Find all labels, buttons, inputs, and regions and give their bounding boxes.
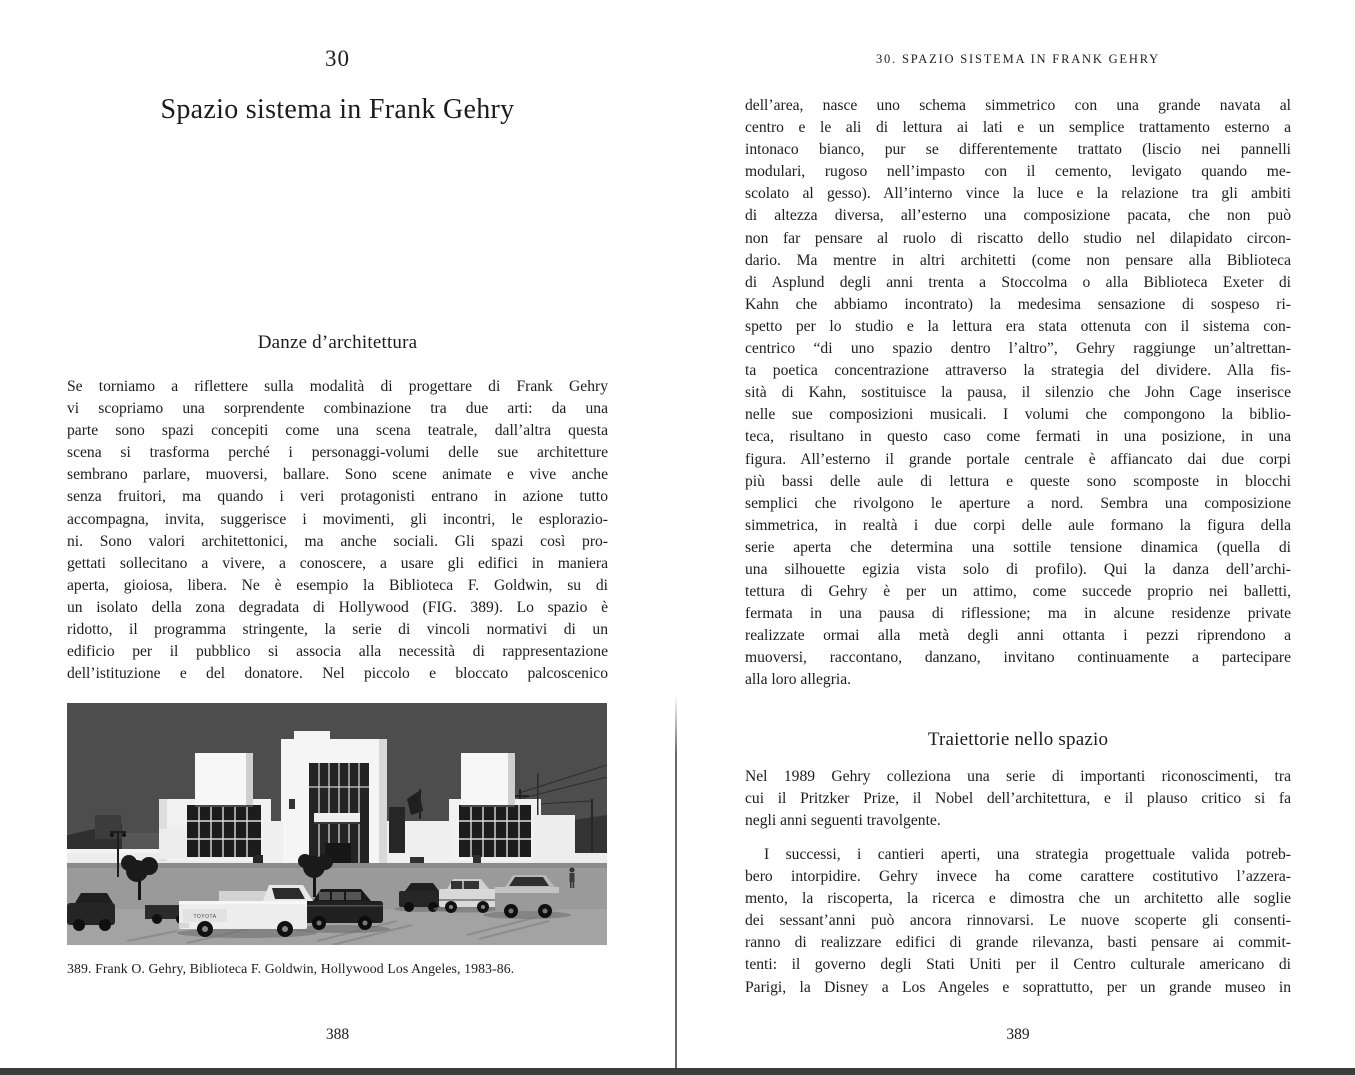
text-line: ridotto, il programma stringente, la serie di vincoli normativi di un <box>67 621 608 639</box>
text-line: nelle sue composizioni musicali. I volumi che compongono la biblio- <box>745 406 1291 424</box>
text-line: tettura di Gehry è per un attimo, come succede proprio nei balletti, <box>745 583 1291 601</box>
text-line: di Asplund degli anni trenta a Stoccolma o alla Biblioteca Exeter di <box>745 273 1291 291</box>
chapter-title: Spazio sistema in Frank Gehry <box>160 94 515 125</box>
text-line: cui il Pritzker Prize, il Nobel dell’architettura, e il plauso critico si fa <box>745 790 1291 808</box>
left-cube <box>195 753 253 805</box>
text-line: Kahn che abbiamo incontrato) la medesima sensazione di sospeso ri- <box>745 295 1291 313</box>
text-line: negli anni seguenti travolgente. <box>745 812 941 830</box>
text-line: dell’area, nasce uno schema simmetrico con una grande navata al <box>745 97 1291 114</box>
flag-pole <box>537 773 539 815</box>
text-line: tenti: il governo degli Stati Uniti per il Centro culturale americano di <box>745 956 1291 974</box>
text-line: ta poetica concentrazione attraverso la strategia del dividere. Alla fis- <box>745 362 1291 380</box>
text-line: dell’istituzione e del donatore. Nel piccolo e bloccato palcoscenico <box>67 665 608 683</box>
text-line: bero intorpidire. Gehry invece ha come carattere costitutivo l’azzera- <box>745 868 1291 886</box>
text-line: mento, la riscoperta, la ricerca e dimostra che un architetto alle soglie <box>745 890 1291 908</box>
text-line: modulari, rugoso nell’impasto con il cemento, levigato quando me- <box>745 163 1291 181</box>
text-line: scena si trasforma perché i personaggi-volumi delle sue architetture <box>67 444 608 462</box>
photo-caption: 389. Frank O. Gehry, Biblioteca F. Goldwin, Hollywood Los Angeles, 1983-86. <box>67 961 515 976</box>
left-page-number: 388 <box>325 1026 350 1043</box>
scan-bottom-edge <box>0 1068 1355 1075</box>
right-paragraph-2 <box>745 766 1291 832</box>
text-line: una silhouette egizia vista solo di profilo). Qui la danza dell’archi- <box>745 560 1291 578</box>
text-line: spetto per lo studio e la lettura era stata ottenuta con il sistema con- <box>745 317 1291 335</box>
text-line: edificio per il pubblico si associa alla necessità di rappresentazione <box>67 643 608 661</box>
text-line: teca, risultano in questo caso come fermati in una posizione, in una <box>745 428 1291 446</box>
library-photo-figure <box>67 703 607 977</box>
right-page-number: 389 <box>1006 1026 1030 1043</box>
text-line: centrico “di uno spazio dentro l’altro”, Gehry raggiunge un’altrettan- <box>745 340 1291 358</box>
text-line: dei sessant’anni può ancora rinnovarsi. Le nuove scoperte gli consenti- <box>745 912 1291 930</box>
text-line: accompagna, invita, suggerisce i movimenti, gli incontri, le esplorazio- <box>67 510 608 528</box>
text-line: non far pensare al ruolo di riscatto dello studio nel dilapidato circon- <box>745 229 1291 247</box>
text-line: sità di Kahn, sostituisce la pausa, il silenzio che John Cage inserisce <box>745 384 1291 402</box>
text-line: di altezza diversa, all’esterno una composizione pacata, che non può <box>745 207 1291 225</box>
text-line: semplici che rivolgono le aperture a nord. Sembra una composizione <box>745 494 1291 512</box>
section-heading-danze: Danze d’architettura <box>257 332 418 353</box>
toyota-label: TOYOTA <box>193 914 217 920</box>
text-line: centro e le ali di lettura ai lati e un semplice trattamento esterno a <box>745 119 1291 137</box>
text-line: figura. All’esterno il grande portale centrale è affiancato dai due corpi <box>745 450 1291 468</box>
text-line: intonaco bianco, pur se differentemente trattato (liscio nei pannelli <box>745 141 1291 159</box>
text-line: Nel 1989 Gehry colleziona una serie di importanti riconoscimenti, tra <box>745 768 1291 785</box>
text-line: gettati sollecitano a vivere, a conoscere, a usare gli edifici in maniera <box>67 554 608 572</box>
text-line: ni. Sono valori architettonici, ma anche sociali. Gli spazi così pro- <box>67 532 608 550</box>
right-body-text <box>745 95 1291 692</box>
text-line: Parigi, la Disney a Los Angeles e soprattutto, per un grande museo in <box>745 978 1291 996</box>
page-gutter-line <box>675 695 677 1068</box>
left-body-text <box>67 376 608 685</box>
right-paragraph-3 <box>745 844 1291 999</box>
text-line: fermata in una pausa di riflessione; ma in alcune residenze private <box>745 605 1291 623</box>
text-line: ranno di realizzare edifici di grande rilevanza, basti pensare ai commit- <box>745 934 1291 952</box>
text-line: più bassi delle aule di lettura e queste sono scomposte in blocchi <box>745 472 1291 490</box>
text-line: aperta, gioiosa, libera. Ne è esempio la Biblioteca F. Goldwin, su di <box>67 576 608 594</box>
text-line: realizzate ormai alla metà degli anni ottanta i pezzi riprendono a <box>745 627 1291 645</box>
library-photo <box>67 703 607 945</box>
text-line: scolato al gesso). All’interno vince la luce e la relazione tra gli ambiti <box>745 185 1291 203</box>
text-line: muoversi, raccontano, danzano, invitano continuamente a partecipare <box>745 649 1291 667</box>
balcony-band <box>314 813 360 822</box>
right-cube <box>461 753 515 805</box>
text-line: vi scopriamo una sorprendente combinazione tra due arti: da una <box>67 400 608 418</box>
text-line: I successi, i cantieri aperti, una strategia progettuale valida potreb- <box>764 846 1291 863</box>
text-line: dario. Ma mentre in altri architetti (come non pensare alla Biblioteca <box>745 251 1291 269</box>
running-header: 30. SPAZIO SISTEMA IN FRANK GEHRY <box>876 52 1160 66</box>
text-line: senza fruitori, ma quando i veri protagonisti entrano in azione tutto <box>67 488 608 506</box>
text-line: un isolato della zona degradata di Hollywood (FIG. 389). Lo spazio è <box>67 598 608 616</box>
text-line: Se torniamo a riflettere sulla modalità di progettare di Frank Gehry <box>67 378 608 395</box>
text-line: simmetrica, in realtà i due corpi delle aule formano la figura della <box>745 516 1291 534</box>
text-line: sembrano parlare, muoversi, ballare. Sono scene animate e vive anche <box>67 466 608 484</box>
text-line: parte sono spazi concepiti come una scena teatrale, dall’altra questa <box>67 422 608 440</box>
text-line: alla loro allegria. <box>745 671 852 689</box>
chapter-number: 30 <box>325 46 350 71</box>
text-line: serie aperta che determina una sottile tensione dinamica (quella di <box>745 538 1291 556</box>
left-pavilion-glazing <box>187 805 261 857</box>
section-heading-traiettorie: Traiettorie nello spazio <box>927 729 1109 750</box>
